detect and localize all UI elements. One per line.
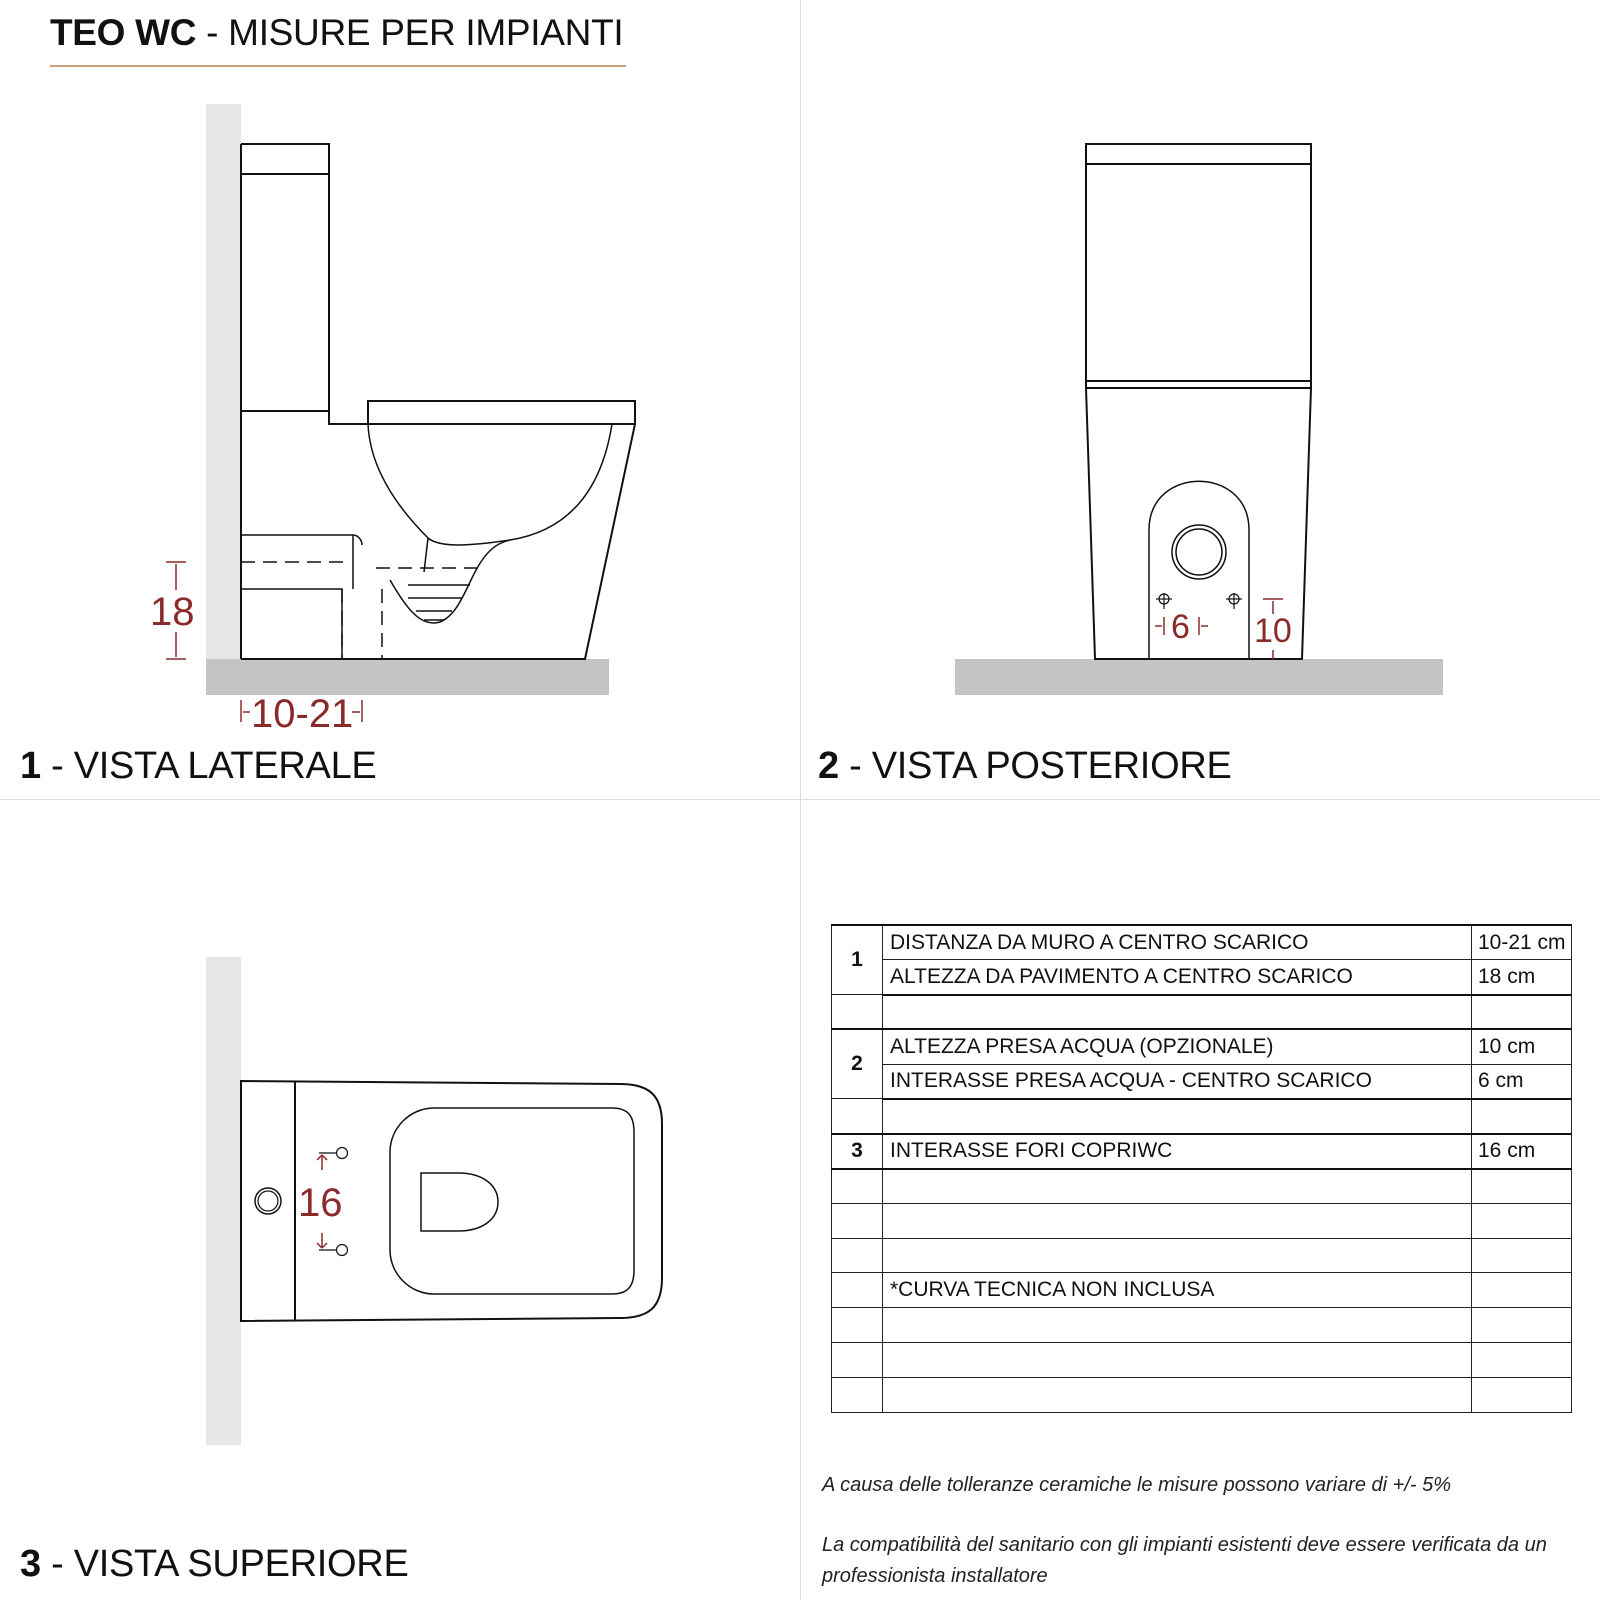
water-level-lines <box>408 585 470 620</box>
floor-rear <box>955 659 1443 695</box>
row-description <box>883 995 1472 1030</box>
table-row <box>832 1169 1572 1204</box>
floor-side <box>206 659 609 695</box>
note-tolerance: A causa delle tolleranze ceramiche le misure possono variare di +/- 5% <box>822 1474 1452 1496</box>
row-description <box>883 1169 1472 1204</box>
spec-table <box>831 924 1572 1413</box>
table-row <box>832 1203 1572 1238</box>
toilet-rear-outline <box>1086 144 1311 659</box>
row-value <box>1472 1308 1572 1343</box>
row-description <box>883 1308 1472 1343</box>
group-number <box>832 1203 883 1238</box>
row-description: INTERASSE PRESA ACQUA - CENTRO SCARICO <box>883 1064 1472 1099</box>
table-row <box>832 1308 1572 1343</box>
row-description: *CURVA TECNICA NON INCLUSA <box>883 1273 1472 1308</box>
row-value <box>1472 1238 1572 1273</box>
row-description: ALTEZZA PRESA ACQUA (OPZIONALE) <box>883 1029 1472 1064</box>
table-row <box>832 925 1572 960</box>
row-value: 10 cm <box>1472 1029 1572 1064</box>
group-number: 1 <box>832 925 883 995</box>
row-description: ALTEZZA DA PAVIMENTO A CENTRO SCARICO <box>883 960 1472 995</box>
row-description <box>883 1343 1472 1378</box>
note-compatibility: La compatibilità del sanitario con gli impianti esistenti deve essere verificata da un professionista installatore <box>822 1534 1547 1587</box>
group-number <box>832 1169 883 1204</box>
side-view-drawing <box>150 104 635 736</box>
row-value: 6 cm <box>1472 1064 1572 1099</box>
row-value <box>1472 1099 1572 1134</box>
group-number <box>832 1238 883 1273</box>
row-value: 16 cm <box>1472 1134 1572 1169</box>
row-value <box>1472 1203 1572 1238</box>
dim-label-16: 16 <box>298 1181 343 1225</box>
group-number <box>832 1343 883 1378</box>
table-row <box>832 1134 1572 1169</box>
row-value <box>1472 995 1572 1030</box>
group-number <box>832 1377 883 1412</box>
wall-top <box>206 957 241 1445</box>
table-row <box>832 1343 1572 1378</box>
dim-label-6: 6 <box>1171 608 1190 646</box>
row-description <box>883 1203 1472 1238</box>
group-number: 3 <box>832 1134 883 1169</box>
dim-label-10-21: 10-21 <box>251 692 354 736</box>
dim-label-18: 18 <box>150 590 195 634</box>
group-number <box>832 1273 883 1308</box>
row-value: 10-21 cm <box>1472 925 1572 960</box>
row-description <box>883 1099 1472 1134</box>
water-inlet-marks <box>1156 593 1242 609</box>
row-value <box>1472 1377 1572 1412</box>
group-number: 2 <box>832 1029 883 1099</box>
table-row <box>832 1099 1572 1134</box>
table-row <box>832 1238 1572 1273</box>
row-description: INTERASSE FORI COPRIWC <box>883 1134 1472 1169</box>
view-label-rear: 2 - VISTA POSTERIORE <box>818 745 1232 787</box>
row-value: 18 cm <box>1472 960 1572 995</box>
table-row <box>832 960 1572 995</box>
row-description <box>883 1238 1472 1273</box>
group-number <box>832 1099 883 1134</box>
title-brand: TEO WC <box>50 12 197 53</box>
table-row <box>832 1029 1572 1064</box>
group-number <box>832 995 883 1030</box>
table-row <box>832 995 1572 1030</box>
row-value <box>1472 1169 1572 1204</box>
row-description: DISTANZA DA MURO A CENTRO SCARICO <box>883 925 1472 960</box>
toilet-side-outline <box>241 144 635 659</box>
top-view-drawing <box>206 957 662 1445</box>
group-number <box>832 1308 883 1343</box>
row-description <box>883 1377 1472 1412</box>
title-rest: - MISURE PER IMPIANTI <box>196 12 624 53</box>
rear-view-drawing <box>955 144 1443 695</box>
view-label-side: 1 - VISTA LATERALE <box>20 745 377 787</box>
table-row <box>832 1273 1572 1308</box>
table-row <box>832 1064 1572 1099</box>
wall-side <box>206 104 241 659</box>
row-value <box>1472 1273 1572 1308</box>
table-row <box>832 1377 1572 1412</box>
row-value <box>1472 1343 1572 1378</box>
dim-label-10: 10 <box>1254 612 1292 650</box>
view-label-top: 3 - VISTA SUPERIORE <box>20 1543 409 1585</box>
